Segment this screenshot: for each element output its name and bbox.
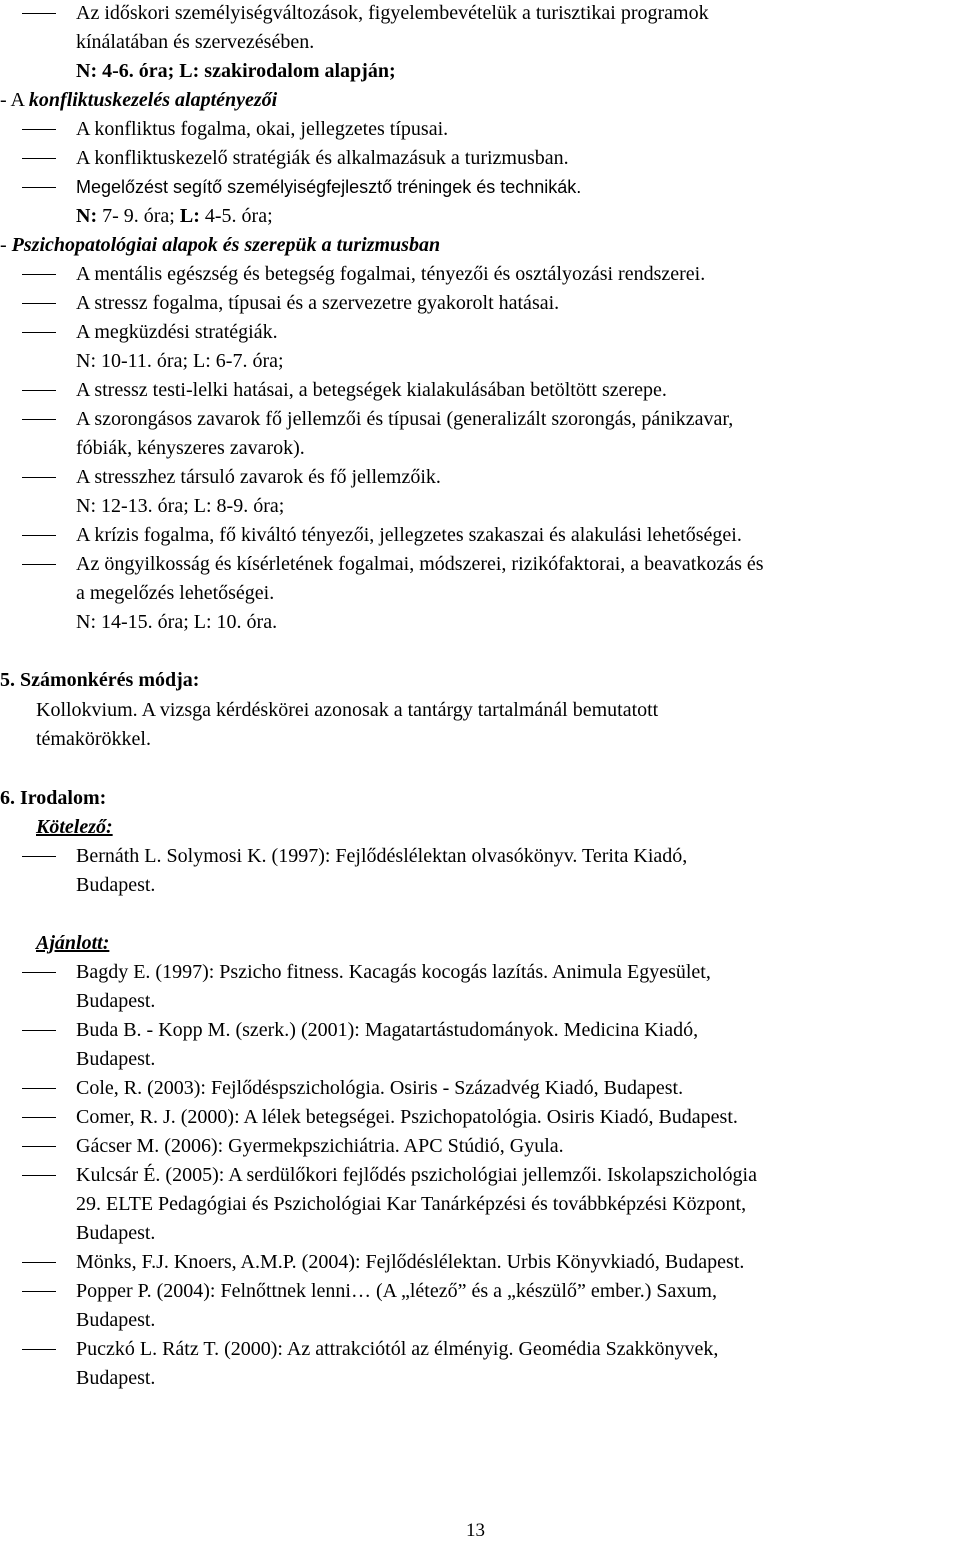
list-dash	[22, 303, 56, 304]
topic-dash: -	[0, 234, 12, 256]
reference-continuation: Budapest.	[76, 1309, 156, 1331]
list-dash	[22, 1030, 56, 1031]
list-dash	[22, 564, 56, 565]
reference-item: Buda B. - Kopp M. (szerk.) (2001): Magatartástudományok. Medicina Kiadó,	[76, 1019, 699, 1041]
list-item-continuation: kínálatában és szervezésében.	[76, 31, 315, 53]
reference-continuation: 29. ELTE Pedagógiai és Pszichológiai Kar Tanárképzési és továbbképzési Központ,	[76, 1193, 747, 1215]
hours-label: N: 14-15. óra; L: 10. óra.	[76, 611, 278, 633]
list-dash	[22, 332, 56, 333]
list-item: Az öngyilkosság és kísérletének fogalmai, módszerei, rizikófaktorai, a beavatkozás és	[76, 553, 764, 575]
list-dash	[22, 1349, 56, 1350]
list-item-continuation: a megelőzés lehetőségei.	[76, 582, 275, 604]
list-item: Az időskori személyiségváltozások, figyelembevételük a turisztikai programok	[76, 2, 709, 24]
list-dash	[22, 1262, 56, 1263]
hours-n-label: N:	[76, 205, 98, 227]
reference-continuation: Budapest.	[76, 1367, 156, 1389]
topic-heading	[0, 87, 277, 113]
list-item: A megküzdési stratégiák.	[76, 321, 278, 343]
list-dash	[22, 535, 56, 536]
paragraph-continuation: témakörökkel.	[36, 728, 151, 750]
hours-l-label: L:	[179, 205, 200, 227]
section-heading: 6. Irodalom:	[0, 787, 107, 809]
hours-l-value: 4-5. óra;	[199, 205, 273, 227]
list-item: A stressz testi-lelki hatásai, a betegségek kialakulásában betöltött szerepe.	[76, 379, 667, 401]
topic-heading	[0, 232, 440, 258]
paragraph: Kollokvium. A vizsga kérdéskörei azonosak a tantárgy tartalmánál bemutatott	[36, 699, 659, 721]
reference-continuation: Budapest.	[76, 990, 156, 1012]
reference-continuation: Budapest.	[76, 874, 156, 896]
reference-continuation: Budapest.	[76, 1222, 156, 1244]
hours-line	[76, 58, 396, 84]
list-dash	[22, 419, 56, 420]
reference-item: Gácser M. (2006): Gyermekpszichiátria. APC Stúdió, Gyula.	[76, 1135, 564, 1157]
reference-item: Mönks, F.J. Knoers, A.M.P. (2004): Fejlődéslélektan. Urbis Könyvkiadó, Budapest.	[76, 1251, 745, 1273]
page-number: 13	[466, 1520, 485, 1541]
list-dash	[22, 972, 56, 973]
hours-n-value: 7- 9. óra;	[97, 205, 180, 227]
hours-line	[76, 493, 284, 519]
list-dash	[22, 1291, 56, 1292]
required-reading-label: Kötelező:	[36, 816, 113, 838]
hours-line	[76, 203, 273, 229]
list-dash	[22, 390, 56, 391]
list-item: A stresszhez társuló zavarok és fő jellemzőik.	[76, 466, 441, 488]
hours-line	[76, 348, 284, 374]
reference-item: Kulcsár É. (2005): A serdülőkori fejlődés pszichológiai jellemzői. Iskolapszichológia	[76, 1164, 757, 1186]
list-dash	[22, 274, 56, 275]
hours-label: N: 4-6. óra; L: szakirodalom alapján;	[76, 60, 396, 82]
reference-item: Popper P. (2004): Felnőttnek lenni… (A „létező” és a „készülő” ember.) Saxum,	[76, 1280, 717, 1302]
reference-item: Cole, R. (2003): Fejlődéspszichológia. Osiris - Századvég Kiadó, Budapest.	[76, 1077, 684, 1099]
hours-label: N: 12-13. óra; L: 8-9. óra;	[76, 495, 285, 517]
list-dash	[22, 1175, 56, 1176]
list-item: A konfliktus fogalma, okai, jellegzetes típusai.	[76, 118, 449, 140]
recommended-reading-label: Ajánlott:	[36, 932, 110, 954]
reference-item: Bernáth L. Solymosi K. (1997): Fejlődéslélektan olvasókönyv. Terita Kiadó,	[76, 845, 688, 867]
list-item: A krízis fogalma, fő kiváltó tényezői, jellegzetes szakaszai és alakulási lehetőségei.	[76, 524, 742, 546]
hours-label: N: 10-11. óra; L: 6-7. óra;	[76, 350, 284, 372]
list-item: A stressz fogalma, típusai és a szervezetre gyakorolt hatásai.	[76, 292, 560, 314]
topic-dash: - A	[0, 89, 29, 111]
reference-continuation: Budapest.	[76, 1048, 156, 1070]
reference-item: Puczkó L. Rátz T. (2000): Az attrakciótól az élményig. Geomédia Szakkönyvek,	[76, 1338, 719, 1360]
reference-item: Bagdy E. (1997): Pszicho fitness. Kacagás kocogás lazítás. Animula Egyesület,	[76, 961, 711, 983]
topic-title: konfliktuskezelés alaptényezői	[28, 89, 278, 111]
list-dash	[22, 158, 56, 159]
list-dash	[22, 187, 56, 188]
list-item: Megelőzést segítő személyiségfejlesztő tréningek és technikák.	[76, 177, 582, 197]
list-item: A konfliktuskezelő stratégiák és alkalmazásuk a turizmusban.	[76, 147, 569, 169]
list-dash	[22, 477, 56, 478]
list-item: A mentális egészség és betegség fogalmai, tényezői és osztályozási rendszerei.	[76, 263, 706, 285]
list-item-continuation: fóbiák, kényszeres zavarok).	[76, 437, 305, 459]
topic-title: Pszichopatológiai alapok és szerepük a turizmusban	[11, 234, 441, 256]
list-dash	[22, 856, 56, 857]
hours-line	[76, 609, 277, 635]
list-dash	[22, 1088, 56, 1089]
section-heading: 5. Számonkérés módja:	[0, 669, 200, 691]
list-dash	[22, 13, 56, 14]
list-dash	[22, 129, 56, 130]
reference-item: Comer, R. J. (2000): A lélek betegségei. Pszichopatológia. Osiris Kiadó, Budapest.	[76, 1106, 738, 1128]
list-item: A szorongásos zavarok fő jellemzői és típusai (generalizált szorongás, pánikzavar,	[76, 408, 734, 430]
list-dash	[22, 1146, 56, 1147]
list-dash	[22, 1117, 56, 1118]
